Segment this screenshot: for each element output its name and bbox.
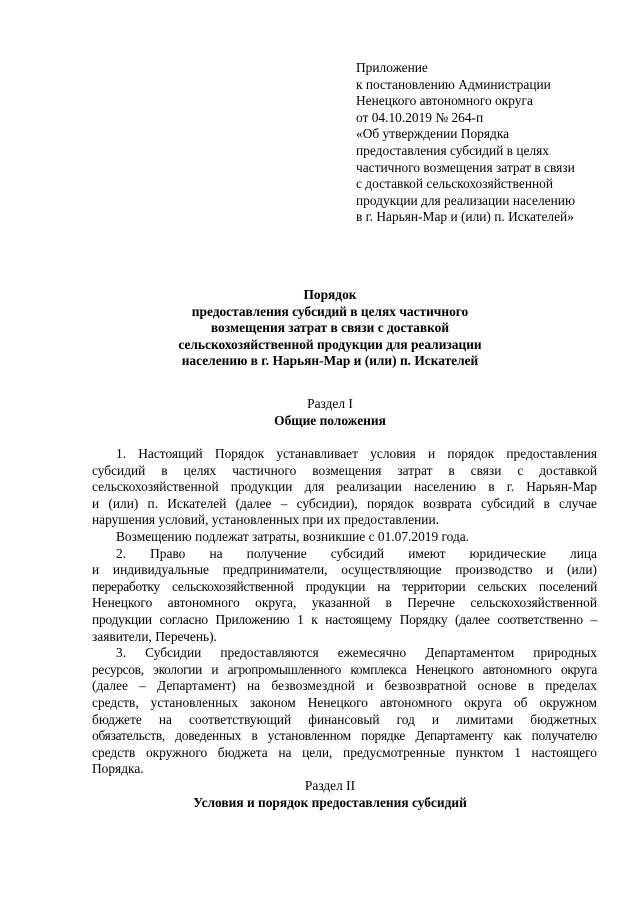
paragraph-line: нарушения условий, установленных при их предоставлении. [92, 512, 439, 528]
appendix-line: Ненецкого автономного округа [356, 93, 533, 109]
appendix-line: в г. Нарьян-Мар и (или) п. Искателей» [356, 209, 574, 225]
section-number: Раздел I [307, 396, 353, 411]
paragraph-line: продукции согласно Приложению 1 к настоящему Порядку (далее соответственно – [92, 611, 597, 627]
paragraph-line: и (или) п. Искателей (далее – субсидии), порядок возврата субсидий в случае [92, 495, 597, 511]
section-name: Общие положения [274, 412, 386, 428]
paragraph-line: ресурсов, экологии и агропромышленного комплекса Ненецкого автономного округа [92, 661, 597, 677]
title-line: возмещения затрат в связи с доставкой [210, 320, 450, 336]
title-line: Порядок [303, 287, 357, 302]
paragraph-line: переработку сельскохозяйственной продукции на территории сельских поселений [92, 578, 597, 594]
appendix-line: продукции для реализации населению [356, 192, 575, 208]
title-line: предоставления субсидий в целях частичного [191, 303, 469, 319]
appendix-line: предоставления субсидий в целях [356, 142, 550, 158]
appendix-line: от 04.10.2019 № 264-п [356, 109, 484, 125]
paragraph-line: заявители, Перечень). [92, 628, 217, 644]
paragraph-line: (далее – Департамент) на безвозмездной и безвозвратной основе в пределах [92, 678, 597, 694]
paragraph-line: 3. Субсидии предоставляются ежемесячно Департаментом природных [116, 645, 597, 661]
paragraph-line: Возмещению подлежат затраты, возникшие с 01.07.2019 года. [116, 528, 470, 544]
document-title [60, 287, 600, 370]
appendix-line: «Об утверждении Порядка [356, 126, 510, 142]
paragraph-line: бюджете на соответствующий финансовый год и лимитами бюджетных [92, 711, 597, 727]
paragraph-line: субсидий в целях частичного возмещения затрат в связи с доставкой [92, 462, 597, 478]
paragraph-line: сельскохозяйственной продукции для реализации населению в г. Нарьян-Мар [92, 479, 597, 495]
paragraph-line: обязательств, доведенных в установленном порядке Департаменту как получателю [92, 728, 597, 744]
paragraph-line: 2. Право на получение субсидий имеют юридические лица [116, 545, 597, 561]
appendix-line: с доставкой сельскохозяйственной [356, 176, 554, 192]
paragraph-line: средств окружного бюджета на цели, предусмотренные пунктом 1 настоящего [92, 744, 597, 760]
title-line: населению в г. Нарьян-Мар и (или) п. Искателей [181, 353, 479, 369]
appendix-header [356, 60, 626, 226]
paragraph-line: и индивидуальные предприниматели, осуществляющие производство и (или) [92, 562, 597, 578]
title-line: сельскохозяйственной продукции для реализации [178, 336, 482, 352]
paragraph-line: Порядка. [92, 761, 144, 777]
section-name: Условия и порядок предоставления субсидий [193, 794, 467, 810]
appendix-line: Приложение [356, 60, 428, 75]
paragraph-line: средств, установленных законом Ненецкого автономного округа об окружном [92, 694, 597, 710]
paragraph-line: Ненецкого автономного округа, указанной в Перечне сельскохозяйственной [92, 595, 597, 611]
section-1-heading [60, 396, 600, 429]
appendix-line: частичного возмещения затрат в связи [356, 159, 575, 175]
section-2-heading [60, 778, 600, 811]
section-1-body [92, 446, 597, 778]
paragraph-line: 1. Настоящий Порядок устанавливает условия и порядок предоставления [116, 446, 597, 461]
appendix-line: к постановлению Администрации [356, 76, 551, 92]
section-number: Раздел II [304, 778, 356, 793]
